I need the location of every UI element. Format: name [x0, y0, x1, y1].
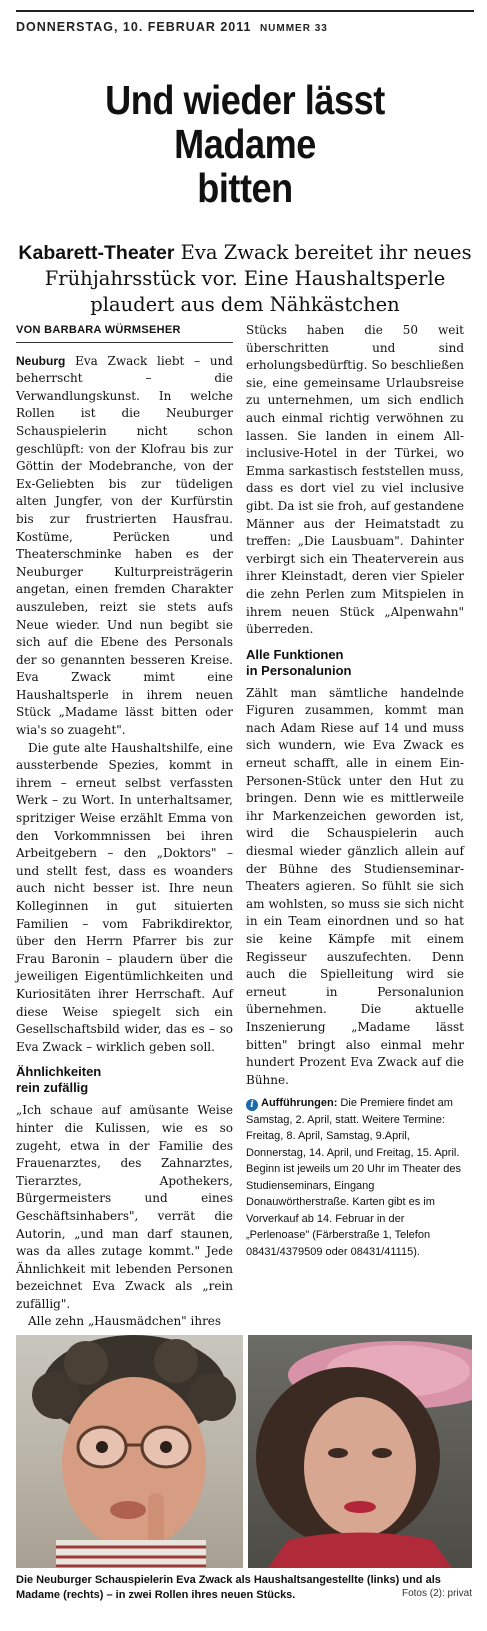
caption-text: Die Neuburger Schauspielerin Eva Zwack als Haushaltsangestellte (links) und als Madame (rechts) – in zwei Rollen ihres neuen Stücks.	[16, 1574, 441, 1601]
byline: VON BARBARA WÜRMSEHER	[16, 322, 233, 343]
paragraph-2: Die gute alte Haushaltshilfe, eine aussterbende Spezies, kommt in ihrem – erneut selbst verfassten Werk – zu Wort. In unterhaltsamer, spritziger Weise erzählt Emma von den Vorkommnissen bei ihren Arbeitgebern – den „Doktors" – und stellt fest, dass es woanders auch nicht besser ist. Ihre neun Kolleginnen in gut situierten Familien – vom Fabrikdirektor, über den Herrn Pfarrer bis zur Frau Baronin – plaudern über die jeweiligen Eigentümlichkeiten und Kuriositäten ihrer Herrschaft. Auf diese Weise spiegelt sich ein Gesellschaftsbild wider, das es – so Eva Zwack – wirklich geben soll.	[16, 740, 233, 1054]
photo-housekeeper	[16, 1335, 243, 1568]
paragraph-3: „Ich schaue auf amüsante Weise hinter die Kulissen, wie es so zugeht, etwa in der Familie des Frauenarztes, des Zahnarztes, Tierarztes, Apothekers, Bürgermeisters und eines Geschäftsinhabers", verrät die Autorin, „und man darf staunen, was da alles zutage kommt." Jede Ähnlichkeit mit lebenden Personen bezeichnet Eva Zwack als „rein zufällig".	[16, 1103, 233, 1311]
paragraph-1	[16, 353, 233, 740]
subtitle-1-line-2: rein zufällig	[16, 1080, 89, 1096]
madame-photo-illustration	[248, 1335, 472, 1568]
paragraph-1-text: Eva Zwack liebt – und beherrscht – die Verwandlungskunst. In welche Rollen ist die Neuburger Schauspielerin nicht schon geschlüpft: von der Klofrau bis zur Göttin der Modebranche, von der Ex-Geliebten bis zur tüdeligen alten Jungfer, von der Kurfürstin bis zur frustrierten Hausfrau. Kostüme, Perücken und Theaterschminke haben es der Neuburger Kulturpreisträgerin angetan, einen fremden Charakter auszuleben, reizt sie stets aufs Neue wieder. Und nun begibt sie sich auf die Ebene des Personals der so genannten besseren Kreise. Eva Zwack mimt eine Haushaltsperle in ihrem neuen Stück „Madame lässt bitten oder wia's so zuageht".	[16, 353, 233, 738]
photo-credit: Fotos (2): privat	[401, 1588, 472, 1599]
paragraph-6: Zählt man sämtliche handelnde Figuren zusammen, kommt man nach Adam Riese auf 14 und muss sich wundern, wie Eva Zwack es erneut schafft, alle in einem Ein-Personen-Stück unter den Hut zu bringen. Denn wie es mittlerweile ihr Markenzeichen geworden ist, wird die Schauspielerin auch diesmal wieder gänzlich allein auf der Bühne des Studienseminar-Theaters agieren. So fühlt sie sich am wohlsten, so muss sie sich nicht in ein Team einordnen und so hat sie keine Kämpfe mit einem Regisseur auszufechten. Denn auch die Spielleitung wird sie erneut in Personalunion übernehmen. Die aktuelle Inszenierung „Madame lässt bitten" bringt also einmal mehr hundert Prozent Eva Zwack auf die Bühne.	[246, 685, 464, 1087]
headline	[43, 78, 446, 210]
photo-madame	[248, 1335, 472, 1568]
subtitle-2	[246, 647, 464, 679]
info-icon: i	[246, 1099, 258, 1111]
event-info-box	[246, 1095, 468, 1260]
header-date: DONNERSTAG, 10. FEBRUAR 2011	[16, 20, 252, 34]
subhead-kicker: Kabarett-Theater	[18, 242, 175, 264]
headline-line-3: bitten	[197, 165, 293, 211]
subtitle-2-line-1: Alle Funktionen	[246, 646, 344, 662]
subheadline	[14, 240, 476, 318]
top-rule	[16, 10, 474, 12]
paragraph-4: Alle zehn „Hausmädchen" ihres	[28, 1314, 222, 1329]
subhead-text: Eva Zwack bereitet ihr neues Frühjahrsstück vor. Eine Haushaltsperle plaudert aus dem Nähkästchen	[44, 241, 472, 316]
info-text: Die Premiere findet am Samstag, 2. April, statt. Weitere Termine: Freitag, 8. April, Samstag, 9.April, Donnerstag, 14. April, und Freitag, 15. April. Beginn ist jeweils um 20 Uhr im Theater des Studienseminars, Eingang Donauwörtherstraße. Karten gibt es im Vorverkauf ab 14. Februar in der „Perlenoase" (Färberstraße 1, Telefon 08431/4379509 oder 08431/41115).	[246, 1097, 462, 1258]
article-column-1	[16, 322, 233, 1331]
subtitle-2-line-2: in Personalunion	[246, 662, 352, 678]
page-header	[16, 20, 328, 34]
header-number: NUMMER 33	[259, 23, 328, 34]
article-column-2	[246, 322, 464, 1089]
headline-line-1: Und wieder lässt	[105, 77, 385, 123]
dateline: Neuburg	[16, 353, 66, 368]
info-label: Aufführungen:	[261, 1097, 338, 1109]
paragraph-5: Stücks haben die 50 weit überschritten und sind erholungsbedürftig. So beschließen sie, eine gemeinsame Urlaubsreise zu unternehmen, um sich endlich auch einmal richtig verwöhnen zu lassen. Sie landen in einem All-inclusive-Hotel in der Türkei, wo Emma sarkastisch feststellen muss, dass es dort viel zu viel inclusive gibt. Da ist sie froh, auf gestandene Männer aus der Heimatstadt zu treffen: „Die Lausbuam". Dahinter verbirgt sich ein Theaterverein aus ihrer Kleinstadt, deren vier Spieler die zehn Perlen zum Mitspielen in ihrem neuen Stück „Alpenwahn" überreden.	[246, 323, 464, 637]
subtitle-1	[16, 1064, 233, 1096]
subtitle-1-line-1: Ähnlichkeiten	[16, 1064, 102, 1080]
headline-line-2: Madame	[174, 121, 316, 167]
housekeeper-photo-illustration	[16, 1335, 243, 1568]
